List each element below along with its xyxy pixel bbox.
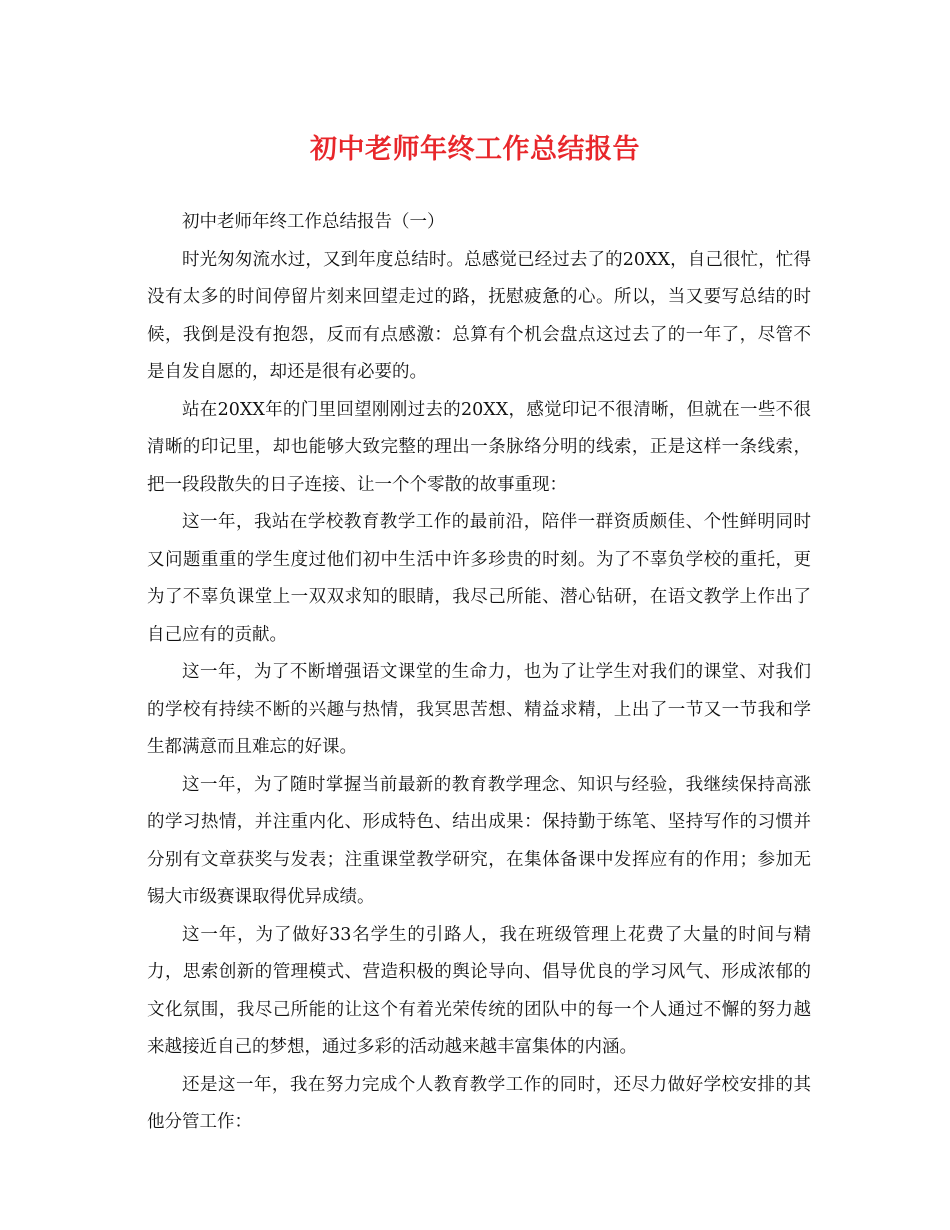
paragraph: 这一年，为了做好33名学生的引路人，我在班级管理上花费了大量的时间与精力，思索创新的管理模式、营造积极的舆论导向、倡导优良的学习风气、形成浓郁的文化氛围，我尽己所能的让这个有着光荣传统的团队中的每一个人通过不懈的努力越来越接近自己的梦想，通过多彩的活动越来越丰富集体的内涵。 [147, 924, 811, 1057]
document-body [147, 204, 811, 1142]
document-title: 初中老师年终工作总结报告 [310, 134, 640, 165]
paragraph: 这一年，为了随时掌握当前最新的教育教学理念、知识与经验，我继续保持高涨的学习热情，并注重内化、形成特色、结出成果：保持勤于练笔、坚持写作的习惯并分别有文章获奖与发表；注重课堂教学研究，在集体备课中发挥应有的作用；参加无锡大市级赛课取得优异成绩。 [147, 774, 811, 907]
paragraph: 这一年，为了不断增强语文课堂的生命力，也为了让学生对我们的课堂、对我们的学校有持续不断的兴趣与热情，我冥思苦想、精益求精，上出了一节又一节我和学生都满意而且难忘的好课。 [147, 662, 811, 757]
paragraph: 站在20XX年的门里回望刚刚过去的20XX，感觉印记不很清晰，但就在一些不很清晰的印记里，却也能够大致完整的理出一条脉络分明的线索，正是这样一条线索，把一段段散失的日子连接、让一个个零散的故事重现： [147, 399, 811, 495]
paragraph: 这一年，我站在学校教育教学工作的最前沿，陪伴一群资质颇佳、个性鲜明同时又问题重重的学生度过他们初中生活中许多珍贵的时刻。为了不辜负学校的重托，更为了不辜负课堂上一双双求知的眼睛，我尽己所能、潜心钻研，在语文教学上作出了自己应有的贡献。 [147, 512, 811, 645]
paragraph: 时光匆匆流水过，又到年度总结时。总感觉已经过去了的20XX，自己很忙，忙得没有太多的时间停留片刻来回望走过的路，抚慰疲惫的心。所以，当又要写总结的时候，我倒是没有抱怨，反而有点感激：总算有个机会盘点这过去了的一年了，尽管不是自发自愿的，却还是很有必要的。 [147, 249, 811, 382]
paragraph-subtitle: 初中老师年终工作总结报告（一） [182, 212, 445, 232]
paragraph: 还是这一年，我在努力完成个人教育教学工作的同时，还尽力做好学校安排的其他分管工作： [147, 1074, 811, 1132]
